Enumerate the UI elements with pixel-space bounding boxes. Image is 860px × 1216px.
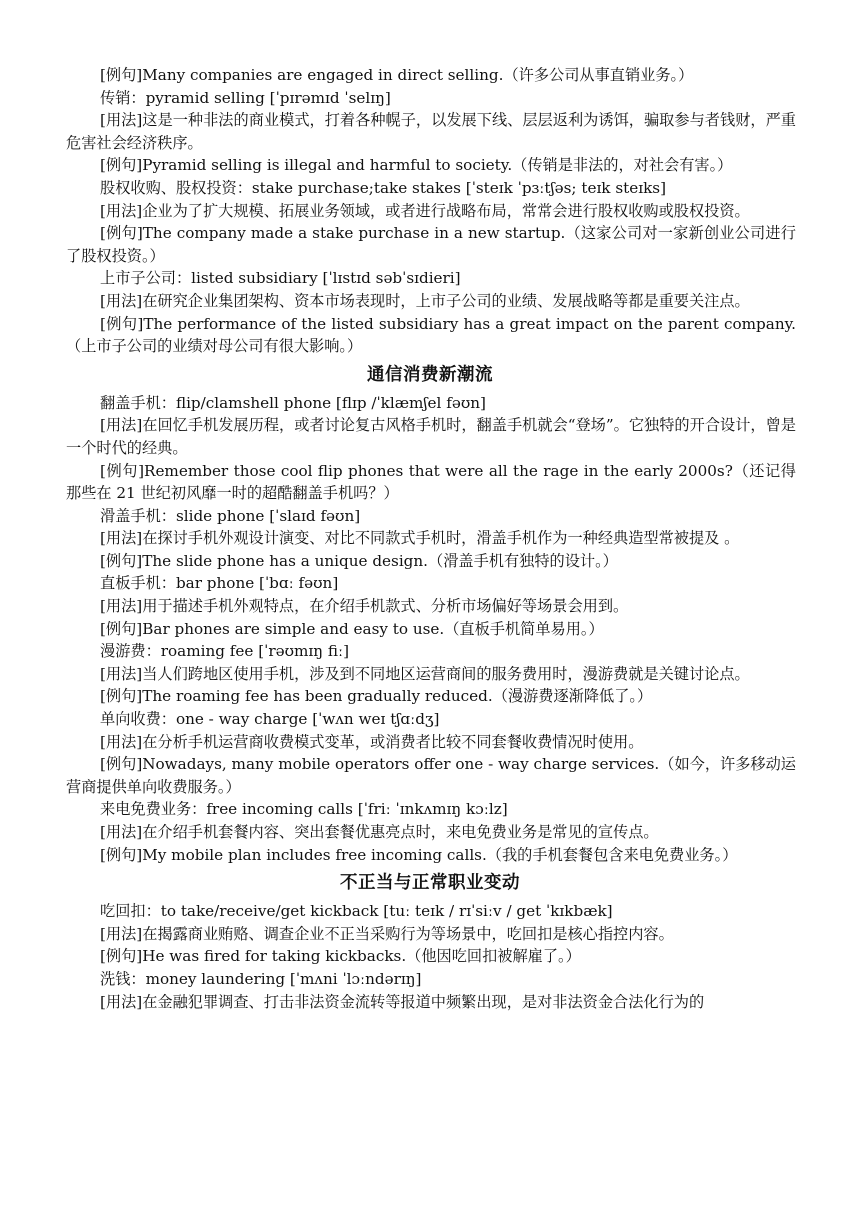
example-paragraph: [例句]Bar phones are simple and easy to use.（直板手机简单易用。） <box>100 619 604 638</box>
section-heading: 通信消费新潮流 <box>367 364 493 385</box>
example-paragraph: [例句]He was fired for taking kickbacks.（他因吃回扣被解雇了。） <box>100 947 581 966</box>
usage-paragraph: [用法]在金融犯罪调查、打击非法资金流转等报道中频繁出现，是对非法资金合法化行为的 <box>100 992 705 1011</box>
usage-paragraph: [用法]企业为了扩大规模、拓展业务领域，或者进行战略布局，常常会进行股权收购或股权投资。 <box>100 201 750 220</box>
usage-paragraph: [用法]在介绍手机套餐内容、突出套餐优惠亮点时，来电免费业务是常见的宣传点。 <box>100 823 659 841</box>
term-line: 直板手机：bar phone [ˈbɑː fəʊn] <box>100 574 339 593</box>
usage-paragraph: [用法]当人们跨地区使用手机，涉及到不同地区运营商间的服务费用时，漫游费就是关键讨论点。 <box>100 664 750 683</box>
usage-paragraph: [用法]在探讨手机外观设计演变、对比不同款式手机时，滑盖手机作为一种经典造型常被提及 。 <box>100 529 740 548</box>
section <box>0 64 860 358</box>
example-paragraph: [例句]The company made a stake purchase in a new startup.（这家公司对一家新创业公司进行了股权投资。） <box>66 224 796 265</box>
term-line: 漫游费：roaming fee [ˈrəʊmɪŋ fiː] <box>100 642 350 661</box>
example-paragraph: [例句]The slide phone has a unique design.（滑盖手机有独特的设计。） <box>100 551 618 570</box>
example-paragraph: [例句]The performance of the listed subsidiary has a great impact on the parent company.（上市子公司的业绩对母公司有很大影响。） <box>66 314 796 356</box>
usage-paragraph: [用法]这是一种非法的商业模式，打着各种幌子，以发展下线、层层返利为诱饵，骗取参与者钱财，严重危害社会经济秩序。 <box>66 111 796 152</box>
example-paragraph: [例句]Remember those cool flip phones that were all the rage in the early 2000s?（还记得那些在 21 世纪初风靡一时的超酷翻盖手机吗？） <box>66 461 796 503</box>
example-paragraph: [例句]Pyramid selling is illegal and harmful to society.（传销是非法的，对社会有害。） <box>100 156 733 175</box>
term-line: 翻盖手机：flip/clamshell phone [flɪp /ˈklæmʃel fəʊn] <box>100 393 486 412</box>
usage-paragraph: [用法]在分析手机运营商收费模式变革，或消费者比较不同套餐收费情况时使用。 <box>100 732 644 751</box>
usage-paragraph: [用法]在回忆手机发展历程，或者讨论复古风格手机时，翻盖手机就会“登场”。它独特的开合设计，曾是一个时代的经典。 <box>66 416 796 457</box>
example-paragraph: [例句]The roaming fee has been gradually reduced.（漫游费逐渐降低了。） <box>100 687 653 706</box>
term-line: 来电免费业务：free incoming calls [ˈfriː ˈɪnkʌmɪŋ kɔːlz] <box>100 800 508 819</box>
section <box>0 870 860 1013</box>
example-paragraph: [例句]Nowadays, many mobile operators offer one - way charge services.（如今，许多移动运营商提供单向收费服务。） <box>66 755 796 796</box>
term-line: 上市子公司：listed subsidiary [ˈlɪstɪd səbˈsɪdieri] <box>100 269 461 288</box>
term-line: 吃回扣：to take/receive/get kickback [tuː teɪk / rɪˈsiːv / get ˈkɪkbæk] <box>100 902 613 921</box>
example-paragraph: [例句]Many companies are engaged in direct selling.（许多公司从事直销业务。） <box>100 66 694 84</box>
term-line: 洗钱：money laundering [ˈmʌni ˈlɔːndərɪŋ] <box>100 969 422 988</box>
term-line: 滑盖手机：slide phone [ˈslaɪd fəʊn] <box>100 506 361 525</box>
term-line: 传销：pyramid selling [ˈpɪrəmɪd ˈselɪŋ] <box>100 88 391 107</box>
usage-paragraph: [用法]在研究企业集团架构、资本市场表现时，上市子公司的业绩、发展战略等都是重要关注点。 <box>100 291 750 310</box>
section <box>0 362 860 866</box>
term-line: 股权收购、股权投资：stake purchase;take stakes [ˈsteɪk ˈpɜːtʃəs; teɪk steɪks] <box>100 178 667 197</box>
example-paragraph: [例句]My mobile plan includes free incoming calls.（我的手机套餐包含来电免费业务。） <box>100 845 738 864</box>
usage-paragraph: [用法]用于描述手机外观特点，在介绍手机款式、分析市场偏好等场景会用到。 <box>100 597 629 616</box>
usage-paragraph: [用法]在揭露商业贿赂、调查企业不正当采购行为等场景中，吃回扣是核心指控内容。 <box>100 924 674 943</box>
term-line: 单向收费：one - way charge [ˈwʌn weɪ tʃɑːdʒ] <box>100 710 440 729</box>
section-heading: 不正当与正常职业变动 <box>340 873 520 894</box>
